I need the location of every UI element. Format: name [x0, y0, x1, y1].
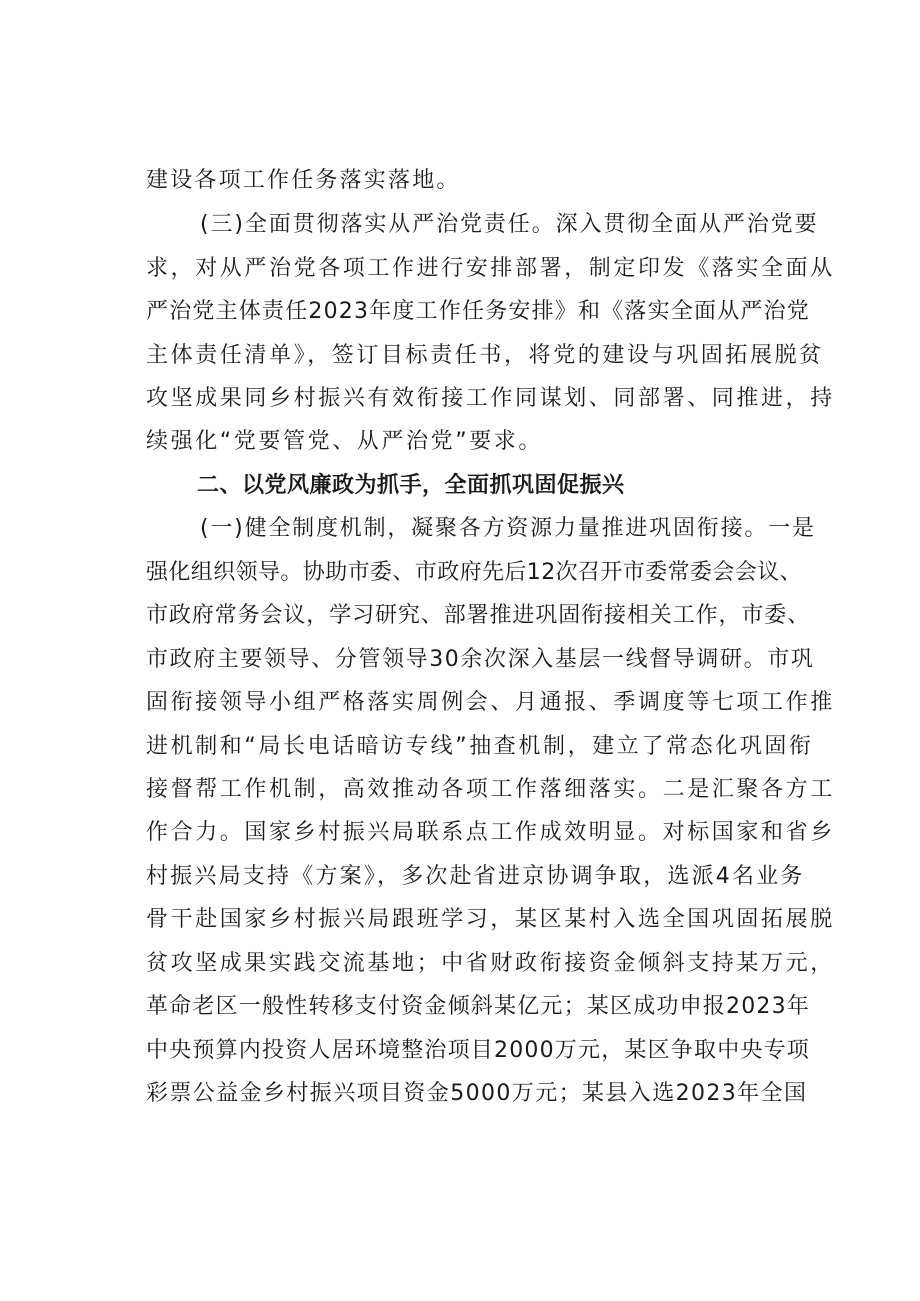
paragraph-line: 中央预算内投资人居环境整治项目2000万元，某区争取中央专项 [146, 1038, 810, 1063]
paragraph-line: 接督帮工作机制，高效推动各项工作落细落实。二是汇聚各方工 [146, 777, 835, 802]
paragraph-line: 固衔接领导小组严格落实周例会、月通报、季调度等七项工作推 [146, 690, 835, 715]
paragraph-line: 市政府常务会议，学习研究、部署推进巩固衔接相关工作，市委、 [146, 603, 811, 628]
paragraph-line: 贫攻坚成果实践交流基地；中省财政衔接资金倾斜支持某万元， [146, 951, 835, 976]
paragraph-line: 严治党主体责任2023年度工作任务安排》和《落实全面从严治党 [146, 299, 810, 324]
section-heading: 二、以党风廉政为抓手，全面抓巩固促振兴 [197, 473, 625, 498]
paragraph-line: 建设各项工作任务落实落地。 [146, 168, 461, 193]
paragraph-line: 攻坚成果同乡村振兴有效衔接工作同谋划、同部署、同推进，持 [146, 386, 835, 411]
paragraph-line: (三)全面贯彻落实从严治党责任。深入贯彻全面从严治党要 [200, 212, 819, 237]
paragraph-line: 强化组织领导。协助市委、市政府先后12次召开市委常委会会议、 [146, 560, 802, 585]
paragraph-line: 彩票公益金乡村振兴项目资金5000万元；某县入选2023年全国 [146, 1081, 808, 1106]
paragraph-line: 市政府主要领导、分管领导30余次深入基层一线督导调研。市巩 [146, 647, 815, 672]
paragraph-line: 进机制和“局长电话暗访专线”抽查机制，建立了常态化巩固衔 [146, 734, 814, 759]
paragraph-line: 村振兴局支持《方案》，多次赴省进京协调争取，选派4名业务 [146, 864, 805, 889]
paragraph-line: 求，对从严治党各项工作进行安排部署，制定印发《落实全面从 [146, 256, 835, 281]
paragraph-line: 革命老区一般性转移支付资金倾斜某亿元；某区成功申报2023年 [146, 994, 810, 1019]
paragraph-line: 续强化“党要管党、从严治党”要求。 [146, 429, 543, 454]
paragraph-line: 作合力。国家乡村振兴局联系点工作成效明显。对标国家和省乡 [146, 820, 835, 845]
paragraph-line: 骨干赴国家乡村振兴局跟班学习，某区某村入选全国巩固拓展脱 [146, 907, 835, 932]
paragraph-line: 主体责任清单》，签订目标责任书，将党的建设与巩固拓展脱贫 [146, 343, 824, 368]
paragraph-line: (一)健全制度机制，凝聚各方资源力量推进巩固衔接。一是 [200, 516, 816, 541]
